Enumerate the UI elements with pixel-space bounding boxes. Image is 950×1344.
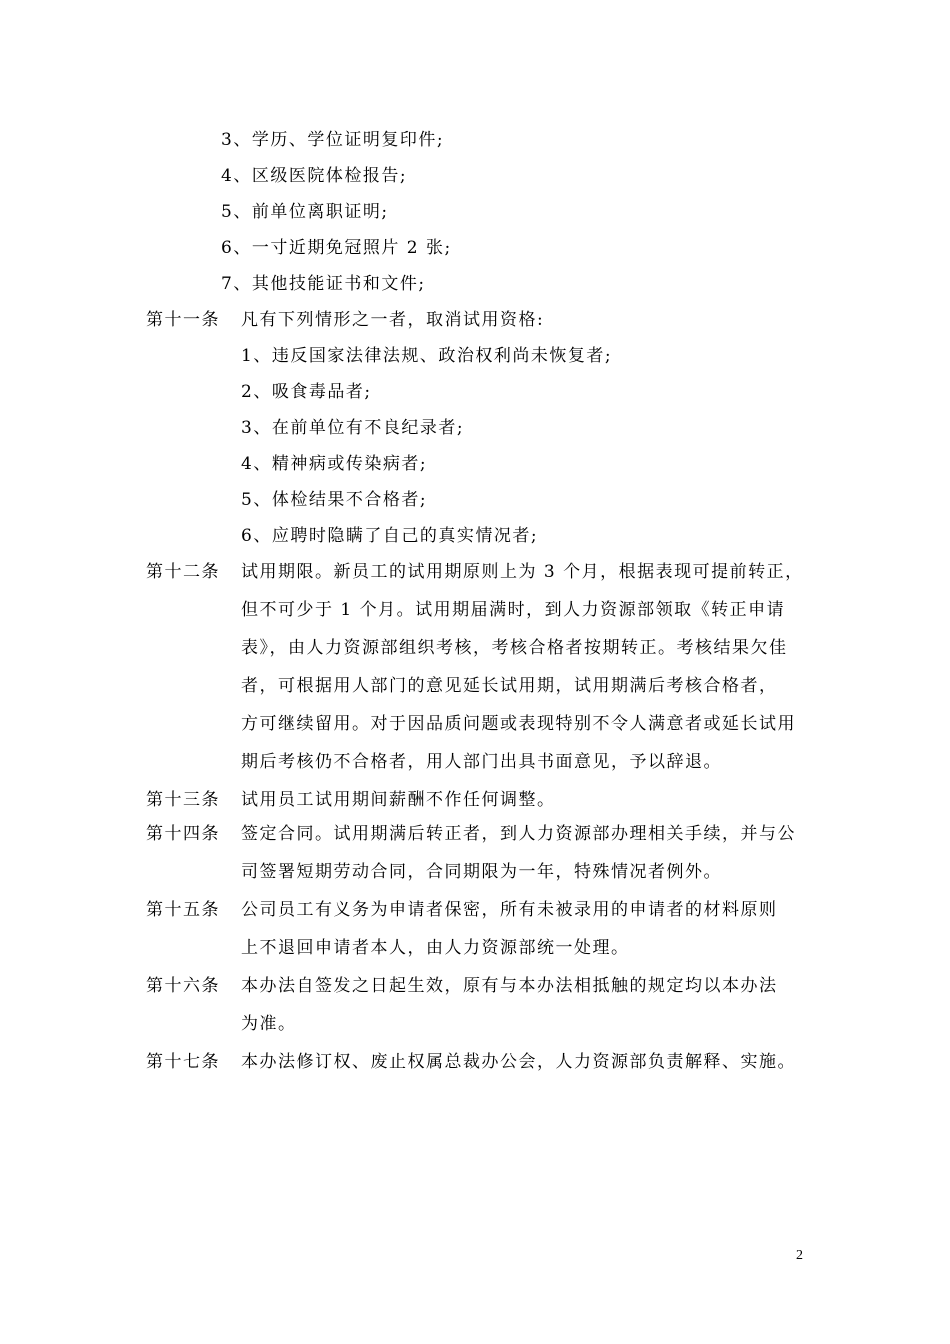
article-12-line: 方可继续留用。对于因品质问题或表现特别不令人满意者或延长试用: [241, 714, 796, 734]
article-12-line: 表》，由人力资源部组织考核，考核合格者按期转正。考核结果欠佳: [241, 638, 788, 658]
article-15-line: 上不退回申请者本人，由人力资源部统一处理。: [241, 938, 630, 958]
article-16-line: 本办法自签发之日起生效，原有与本办法相抵触的规定均以本办法: [241, 976, 778, 996]
list-item: 3、学历、学位证明复印件;: [221, 130, 445, 150]
list-item: 7、其他技能证书和文件;: [221, 274, 426, 294]
article-15-label: 第十五条: [146, 900, 220, 920]
list-item: 6、一寸近期免冠照片 2 张;: [221, 238, 452, 258]
list-item: 1、违反国家法律法规、政治权利尚未恢复者;: [241, 346, 613, 366]
list-item: 5、前单位离职证明;: [221, 202, 389, 222]
article-11-text: 凡有下列情形之一者，取消试用资格:: [241, 310, 545, 330]
article-12-line: 者，可根据用人部门的意见延长试用期，试用期满后考核合格者，: [241, 676, 778, 696]
page-number: 2: [796, 1248, 803, 1263]
article-11-label: 第十一条: [146, 310, 220, 330]
article-17-line: 本办法修订权、废止权属总裁办公会，人力资源部负责解释、实施。: [241, 1052, 796, 1072]
article-14-line: 司签署短期劳动合同，合同期限为一年，特殊情况者例外。: [241, 862, 722, 882]
list-item: 4、精神病或传染病者;: [241, 454, 428, 474]
article-13-label: 第十三条: [146, 790, 220, 810]
list-item: 4、区级医院体检报告;: [221, 166, 408, 186]
list-item: 5、体检结果不合格者;: [241, 490, 428, 510]
article-12-line: 期后考核仍不合格者，用人部门出具书面意见，予以辞退。: [241, 752, 722, 772]
article-16-line: 为准。: [241, 1014, 297, 1034]
article-12-line: 试用期限。新员工的试用期原则上为 3 个月，根据表现可提前转正，: [241, 562, 804, 582]
list-item: 6、应聘时隐瞒了自己的真实情况者;: [241, 526, 539, 546]
article-12-label: 第十二条: [146, 562, 220, 582]
article-17-label: 第十七条: [146, 1052, 220, 1072]
article-12-line: 但不可少于 1 个月。试用期届满时，到人力资源部领取《转正申请: [241, 600, 786, 620]
article-16-label: 第十六条: [146, 976, 220, 996]
list-item: 2、吸食毒品者;: [241, 382, 372, 402]
article-13-line: 试用员工试用期间薪酬不作任何调整。: [241, 790, 556, 810]
article-15-line: 公司员工有义务为申请者保密，所有未被录用的申请者的材料原则: [241, 900, 778, 920]
article-14-line: 签定合同。试用期满后转正者，到人力资源部办理相关手续，并与公: [241, 824, 796, 844]
article-14-label: 第十四条: [146, 824, 220, 844]
list-item: 3、在前单位有不良纪录者;: [241, 418, 465, 438]
